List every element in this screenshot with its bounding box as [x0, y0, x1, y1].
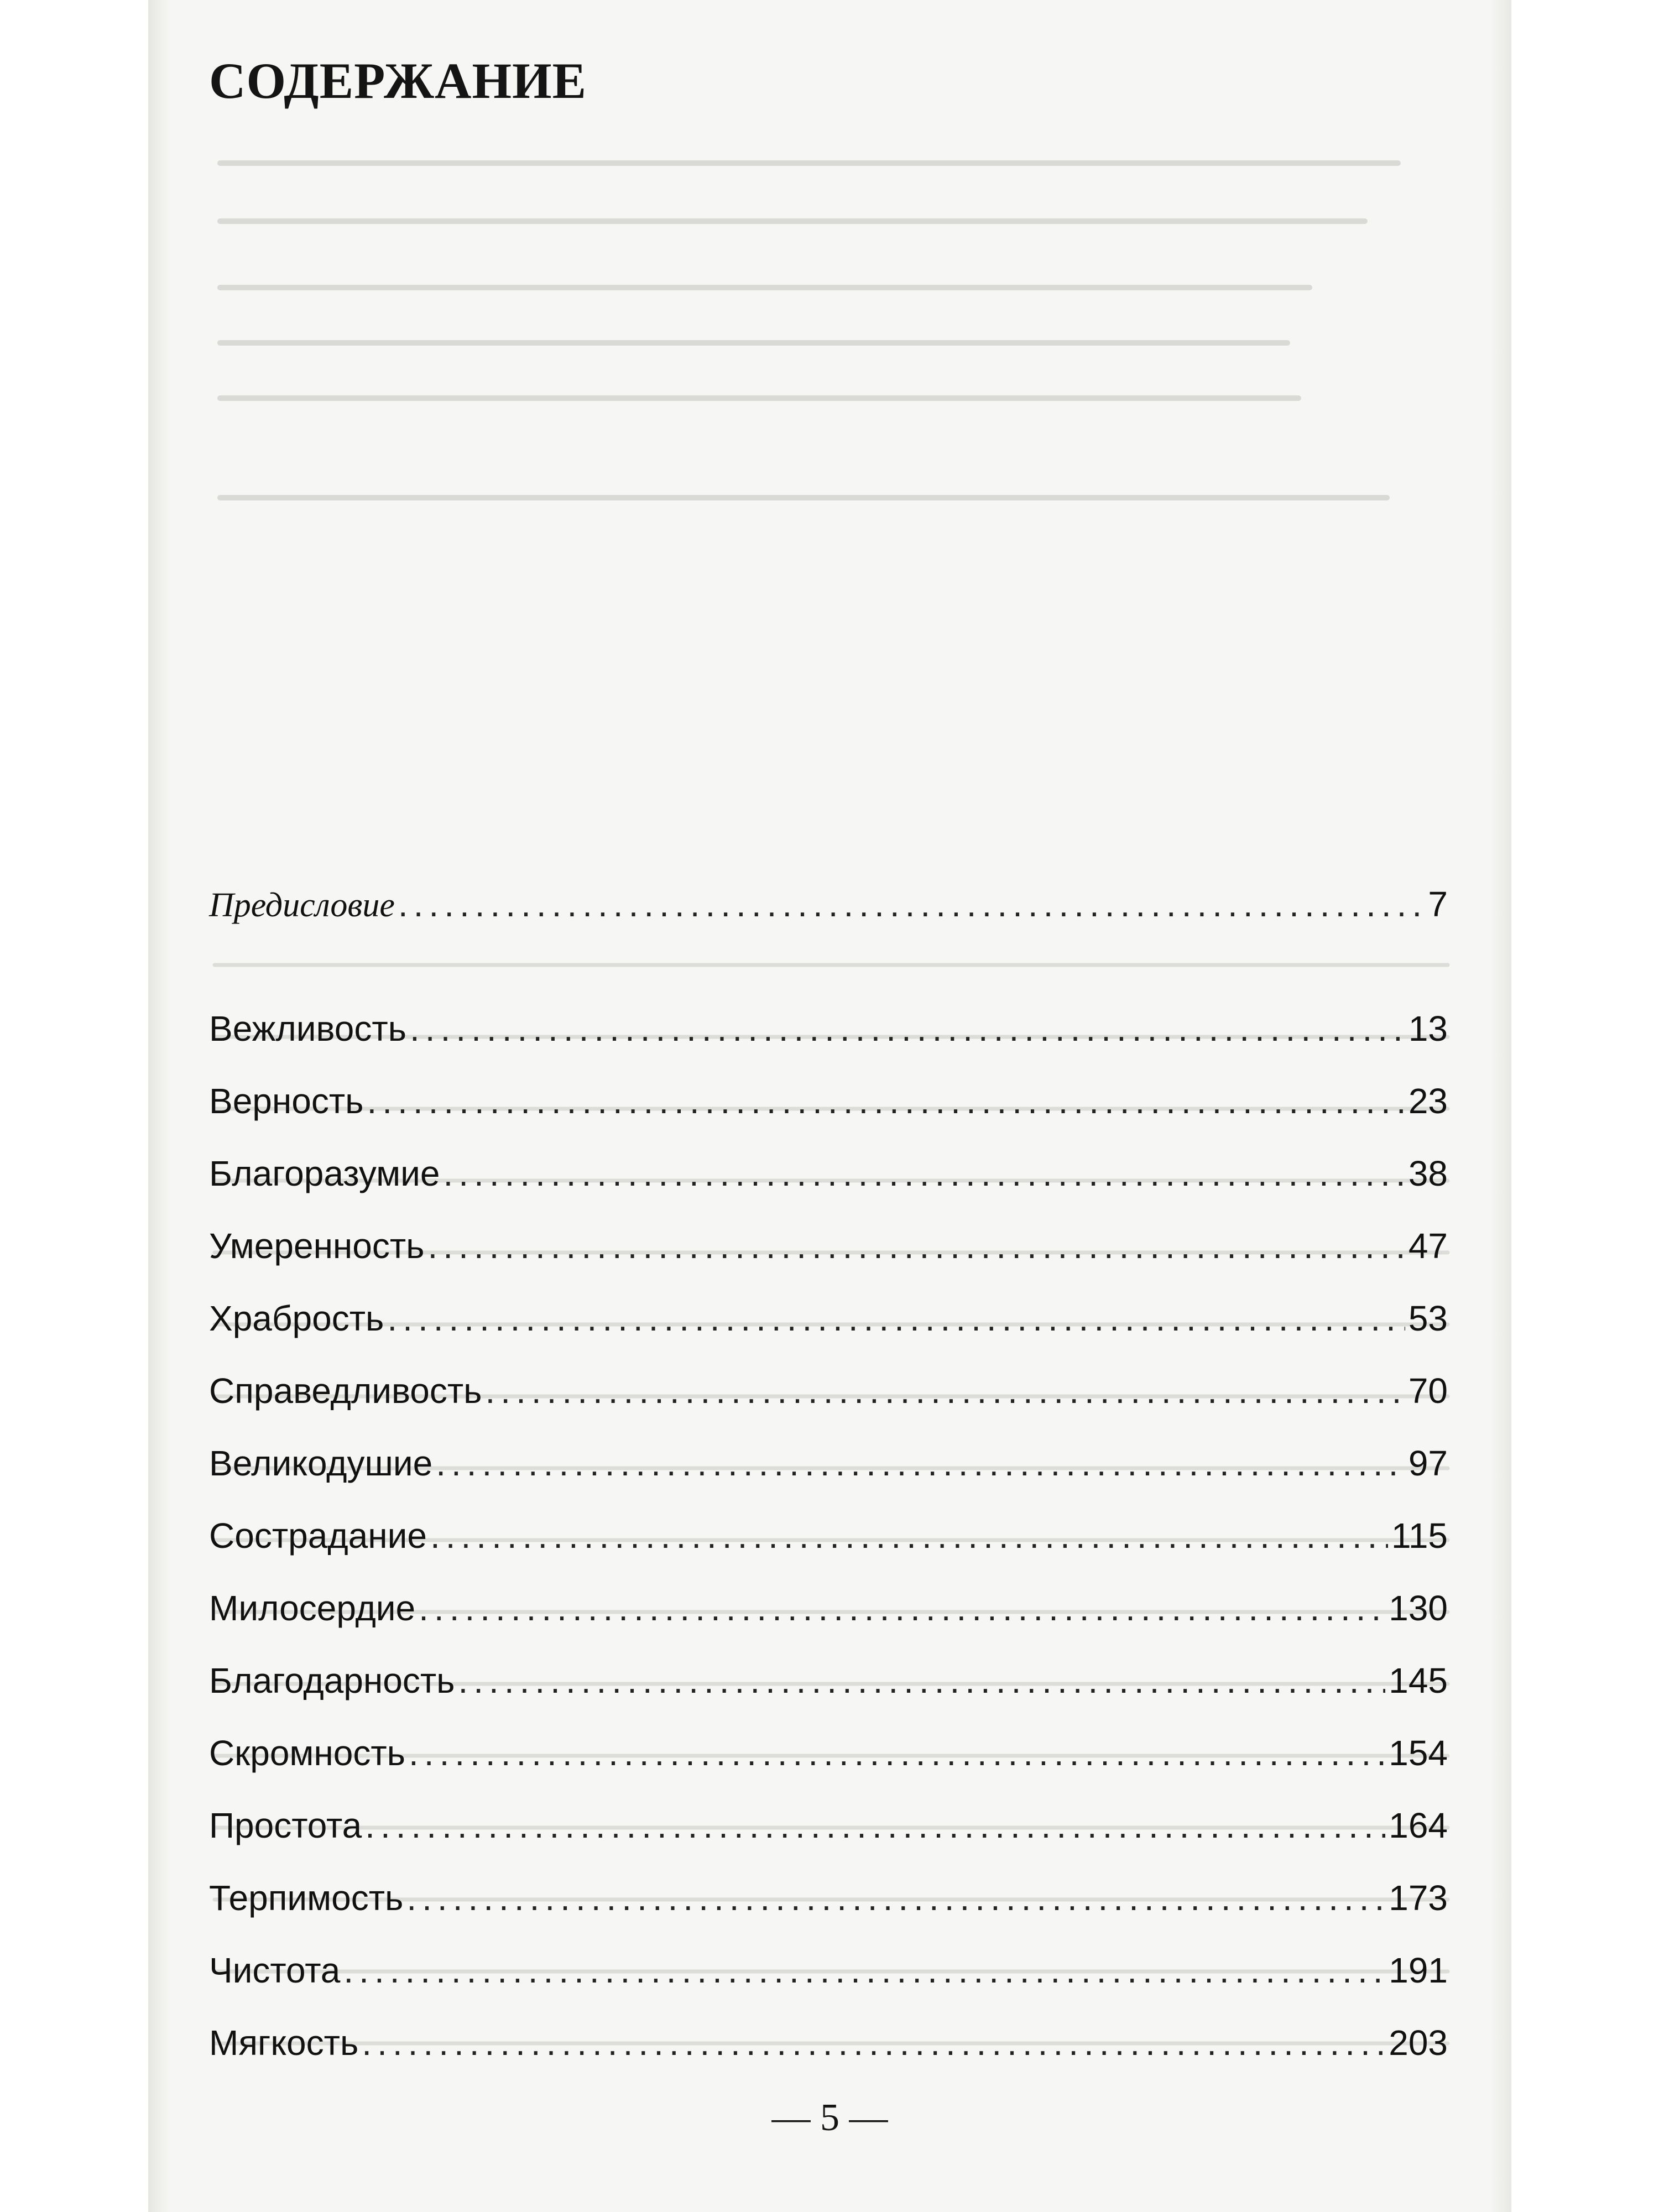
toc-entry-title: Справедливость	[209, 1371, 482, 1411]
toc-entry	[209, 993, 1448, 1065]
toc-entry	[209, 1065, 1448, 1138]
toc-entry-page: 47	[1408, 1226, 1448, 1266]
toc-entry-title: Мягкость	[209, 2023, 359, 2063]
toc-entry-page: 130	[1389, 1588, 1448, 1628]
toc-entry-title: Терпимость	[209, 1878, 404, 1918]
toc-entry	[209, 1934, 1448, 2007]
toc-entry-title: Великодушие	[209, 1443, 433, 1483]
toc-entry-title: Простота	[209, 1806, 362, 1845]
toc-leader-dots	[367, 1065, 1405, 1138]
toc-entry	[209, 1862, 1448, 1934]
toc-entry-page: 38	[1408, 1154, 1448, 1193]
book-page	[148, 0, 1511, 2212]
toc-entry-page: 13	[1408, 1009, 1448, 1048]
toc-entry-page: 53	[1408, 1298, 1448, 1338]
toc-entry-title: Храбрость	[209, 1298, 384, 1338]
toc-leader-dots	[398, 871, 1425, 937]
page-title: СОДЕРЖАНИЕ	[209, 53, 587, 109]
toc-entry	[209, 1210, 1448, 1282]
toc-entry-title: Благоразумие	[209, 1154, 440, 1193]
toc-entry-page: 191	[1389, 1950, 1448, 1990]
page-edge-left	[148, 0, 170, 2212]
toc-entry-title: Скромность	[209, 1733, 405, 1773]
toc-entry-title: Сострадание	[209, 1516, 427, 1556]
toc-entry-page: 154	[1389, 1733, 1448, 1773]
toc-leader-dots	[387, 1282, 1405, 1355]
toc-entry-title: Милосердие	[209, 1588, 416, 1628]
toc-entry	[209, 1138, 1448, 1210]
toc-entry-title: Умеренность	[209, 1226, 425, 1266]
toc-leader-dots	[443, 1138, 1405, 1210]
toc-entry	[209, 871, 1448, 993]
toc-leader-dots	[343, 1934, 1385, 2007]
toc-entry	[209, 1500, 1448, 1572]
toc-entry-page: 23	[1408, 1081, 1448, 1121]
toc-entry-title: Благодарность	[209, 1661, 455, 1700]
toc-entry	[209, 1790, 1448, 1862]
page-number: — 5 —	[771, 2096, 888, 2139]
toc-entry-title: Верность	[209, 1081, 364, 1121]
toc-entry-title: Предисловие	[209, 886, 395, 924]
toc-entry	[209, 2007, 1448, 2079]
toc-entry-page: 173	[1389, 1878, 1448, 1918]
toc-entry-page: 97	[1408, 1443, 1448, 1483]
toc-entry	[209, 1355, 1448, 1427]
toc-leader-dots	[436, 1427, 1405, 1500]
toc-entry-page: 203	[1389, 2023, 1448, 2063]
toc-leader-dots	[419, 1572, 1385, 1645]
toc-entry-title: Чистота	[209, 1950, 341, 1990]
table-of-contents	[209, 871, 1448, 2079]
toc-leader-dots	[410, 993, 1405, 1065]
page-edge-right	[1489, 0, 1511, 2212]
toc-entry-page: 164	[1389, 1806, 1448, 1845]
toc-leader-dots	[428, 1210, 1405, 1282]
toc-leader-dots	[458, 1645, 1385, 1717]
toc-leader-dots	[406, 1862, 1385, 1934]
toc-entry	[209, 1572, 1448, 1645]
toc-entry	[209, 1645, 1448, 1717]
toc-leader-dots	[362, 2007, 1385, 2079]
toc-entry	[209, 1282, 1448, 1355]
toc-entry	[209, 1717, 1448, 1790]
toc-leader-dots	[365, 1790, 1385, 1862]
toc-leader-dots	[409, 1717, 1385, 1790]
toc-entry-title: Вежливость	[209, 1009, 406, 1048]
toc-entry	[209, 1427, 1448, 1500]
toc-entry-page: 115	[1391, 1516, 1448, 1556]
toc-entry-page: 145	[1389, 1661, 1448, 1700]
toc-entry-page: 7	[1428, 884, 1448, 924]
toc-leader-dots	[430, 1500, 1388, 1572]
toc-leader-dots	[486, 1355, 1405, 1427]
toc-entry-page: 70	[1408, 1371, 1448, 1411]
